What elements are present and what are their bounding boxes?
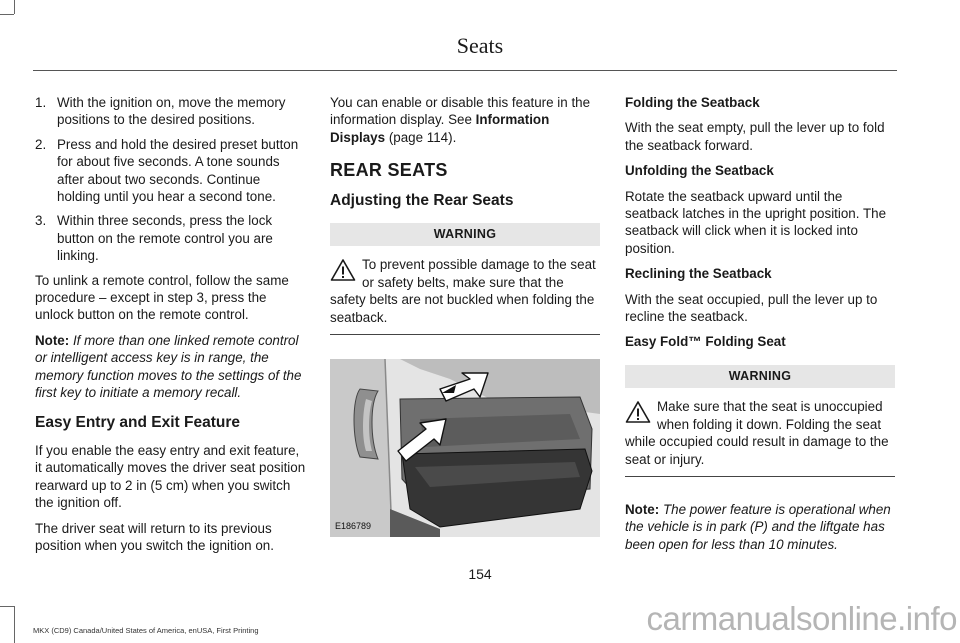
rear-seat-illustration (330, 359, 600, 537)
warning-text: To prevent possible damage to the seat or safety belts, make sure that the safety belts are not buckled when folding the seatback. (330, 257, 596, 325)
column-middle (330, 94, 600, 537)
step-text: With the ignition on, move the memory positions to the desired positions. (57, 95, 286, 128)
easy-fold-heading: Easy Fold™ Folding Seat (625, 334, 786, 350)
folding-heading: Folding the Seatback (625, 95, 760, 110)
page-reference: (page 114). (385, 129, 457, 145)
warning-triangle-icon (330, 258, 356, 282)
note-label: Note: (625, 501, 660, 517)
note-text: If more than one linked remote control or intelligent access key is in range, the memory function moves to the settings of the first key to initiate a memory recall. (35, 332, 302, 401)
enable-text: You can enable or disable this feature in the information display. See (330, 95, 591, 128)
note-paragraph (35, 332, 306, 402)
page-number: 154 (468, 566, 492, 582)
easy-entry-heading: Easy Entry and Exit Feature (35, 413, 241, 431)
unfolding-heading: Unfolding the Seatback (625, 163, 774, 179)
rear-seats-heading: REAR SEATS (330, 160, 448, 181)
crop-mark (0, 606, 14, 607)
step-number: 3. (35, 213, 47, 229)
return-paragraph: The driver seat will return to its previous position when you switch the ignition on. (35, 520, 274, 553)
enable-paragraph (330, 94, 600, 146)
easy-entry-paragraph: If you enable the easy entry and exit feature, it automatically moves the driver seat position rearward up to 2 in (5 cm) when you switch the ignition off. (35, 442, 306, 511)
unlink-paragraph: To unlink a remote control, follow the same procedure – except in step 3, press the unlock button on the remote control. (35, 272, 289, 323)
page-header-title: Seats (456, 33, 504, 58)
reclining-paragraph: With the seat occupied, pull the lever up to recline the seatback. (625, 291, 878, 325)
step-item (35, 212, 306, 264)
crop-mark (0, 14, 14, 15)
folding-paragraph: With the seat empty, pull the lever up to fold the seatback forward. (625, 120, 885, 153)
note-text: The power feature is operational when the vehicle is in park (P) and the liftgate has been open for less than 10 minutes. (625, 501, 891, 552)
edition-footer: MKX (CD9) Canada/United States of America, enUSA, First Printing (33, 626, 259, 635)
reclining-heading: Reclining the Seatback (625, 266, 772, 282)
figure-code: E186789 (335, 520, 372, 531)
watermark: carmanualsonline.info (646, 600, 957, 637)
rear-seat-image (330, 359, 600, 537)
header-divider (33, 70, 897, 71)
step-item (35, 136, 306, 206)
column-right (625, 94, 895, 561)
crop-mark (14, 606, 15, 643)
unfolding-paragraph: Rotate the seatback upward until the seatback latches in the upright position. The seatback will click when it is locked into position. (625, 188, 887, 256)
step-text: Within three seconds, press the lock button on the remote control you are linking. (57, 213, 273, 264)
adjusting-rear-seats-heading: Adjusting the Rear Seats (330, 191, 514, 209)
warning-label: WARNING (330, 223, 600, 246)
note-paragraph (625, 501, 895, 553)
column-left (35, 94, 306, 562)
step-item (35, 94, 306, 129)
warning-text: Make sure that the seat is unoccupied when folding it down. Folding the seat while occupied could result in damage to the seat or injury. (625, 399, 889, 467)
step-number: 2. (35, 136, 47, 152)
warning-box (330, 256, 600, 335)
note-label: Note: (35, 332, 70, 348)
warning-box (625, 398, 895, 477)
warning-triangle-icon (625, 400, 651, 424)
step-number: 1. (35, 95, 47, 110)
information-displays-link[interactable]: Information Displays (330, 112, 550, 145)
step-text: Press and hold the desired preset button for about five seconds. A tone sounds after about two seconds. Continue holding until you hear a second tone. (57, 136, 299, 205)
warning-label: WARNING (625, 365, 895, 388)
crop-mark (14, 0, 15, 14)
